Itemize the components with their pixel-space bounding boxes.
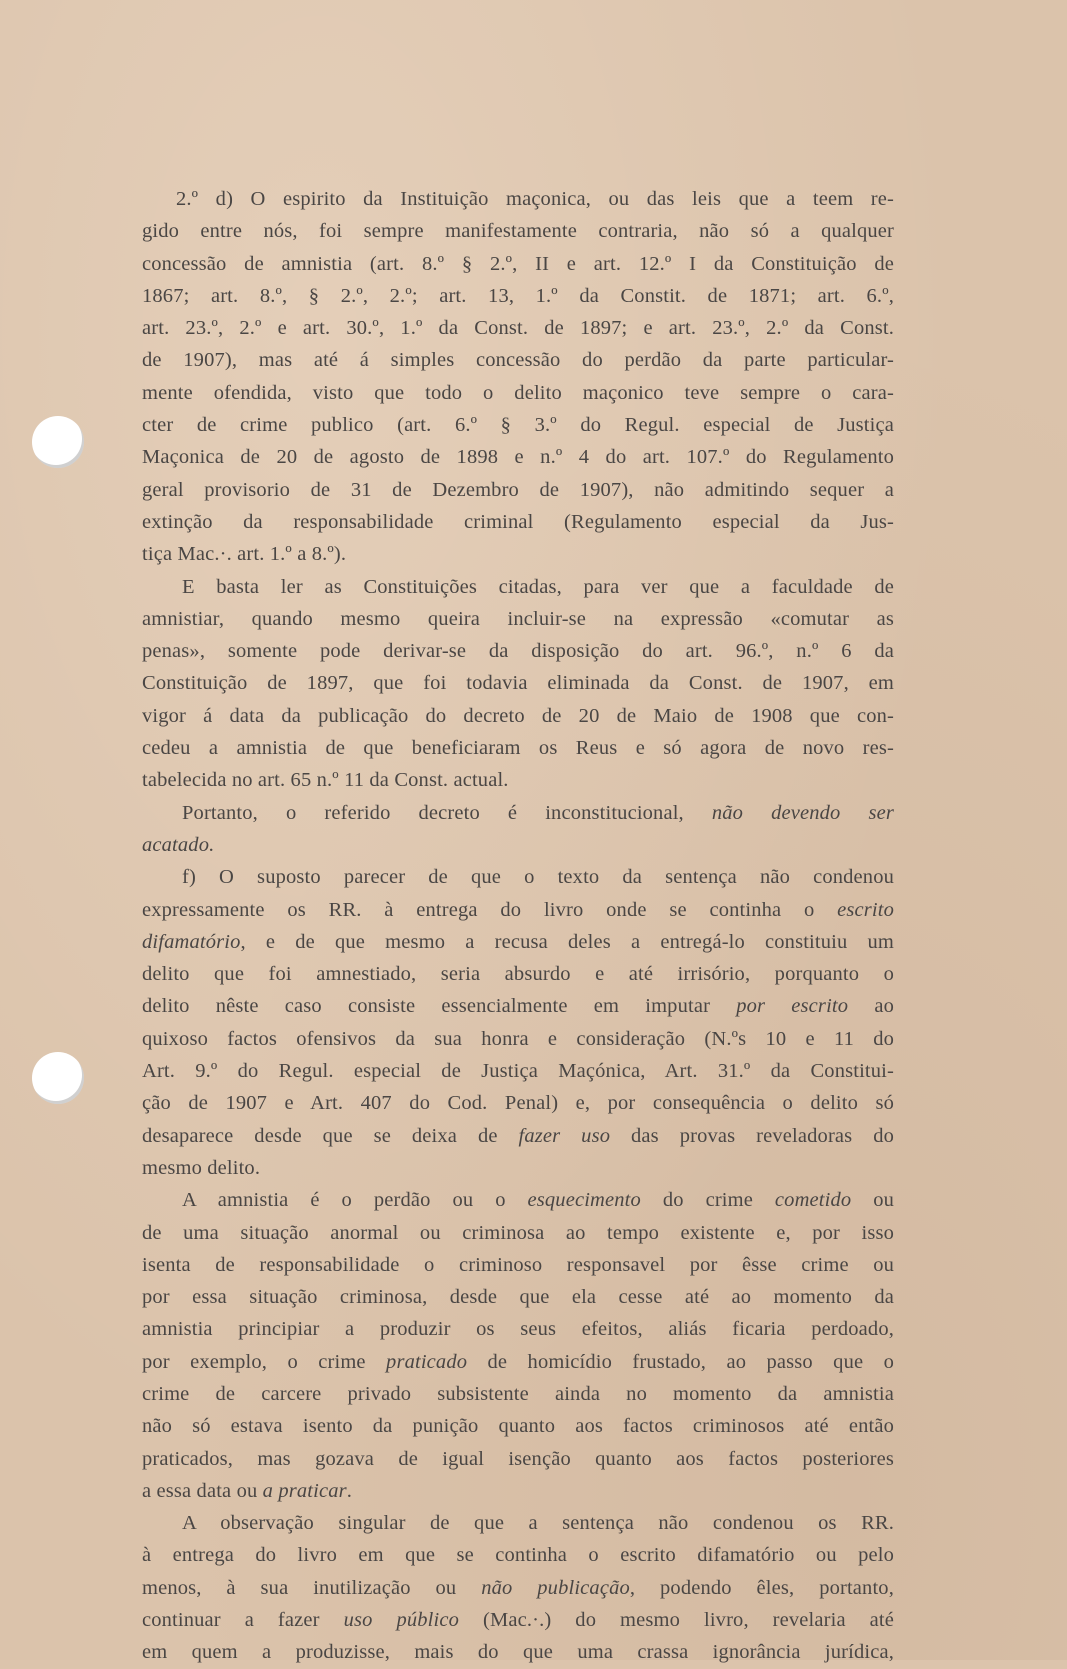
text-line	[142, 894, 894, 926]
text-line: geral provisorio de 31 de Dezembro de 1907), não admitindo sequer a	[142, 478, 894, 501]
italic-segment: difamatório	[142, 930, 241, 953]
italic-segment: acatado.	[142, 833, 215, 856]
text-line: cedeu a amnistia de que beneficiaram os Reus e só agora de novo res-	[142, 737, 894, 760]
italic-segment: por escrito	[736, 995, 849, 1018]
text-line: crime de carcere privado subsistente ainda no momento da amnistia	[142, 1382, 894, 1405]
text-line: 1867; art. 8.º, § 2.º, 2.º; art. 13, 1.º da Constit. de 1871; art. 6.º,	[142, 284, 894, 307]
text-line: praticados, mas gozava de igual isenção quanto aos factos posteriores	[142, 1447, 894, 1470]
text-line	[142, 990, 894, 1022]
text-line	[142, 1120, 894, 1152]
text-line: tabelecida no art. 65 n.º 11 da Const. actual.	[142, 769, 509, 792]
italic-segment: esquecimento	[527, 1189, 641, 1212]
italic-segment: cometido	[774, 1189, 852, 1212]
text-line: A observação singular de que a sentença não condenou os RR.	[182, 1512, 894, 1535]
text-segment: a essa data ou	[142, 1479, 263, 1502]
text-line: de 1907), mas até á simples concessão do perdão da parte particular-	[142, 349, 894, 372]
text-segment: das provas reveladoras do	[610, 1124, 895, 1147]
text-line	[142, 1346, 894, 1378]
text-line	[142, 1184, 894, 1216]
punch-hole-top	[32, 416, 84, 468]
italic-segment: praticado	[386, 1350, 468, 1373]
text-line: não só estava isento da punição quanto aos factos criminosos até então	[142, 1415, 894, 1438]
text-line: art. 23.º, 2.º e art. 30.º, 1.º da Const. de 1897; e art. 23.º, 2.º da Const.	[142, 317, 894, 340]
text-line: 2.º d) O espirito da Instituição maçonica, ou das leis que a teem re-	[176, 188, 894, 210]
text-line: f) O suposto parecer de que o texto da sentença não condenou	[182, 866, 894, 889]
text-segment: desaparece desde que se deixa de	[142, 1124, 519, 1147]
text-line: tiça Mac.·. art. 1.º a 8.º).	[142, 543, 347, 566]
text-line: concessão de amnistia (art. 8.º § 2.º, II e art. 12.º I da Constituição de	[142, 252, 894, 275]
text-segment: de homicídio frustado, ao passo que o	[467, 1350, 894, 1373]
text-line: E basta ler as Constituições citadas, para ver que a faculdade de	[182, 575, 894, 598]
text-line: penas», somente pode derivar-se da disposição do art. 96.º, n.º 6 da	[142, 640, 894, 663]
text-line	[142, 1604, 894, 1636]
text-segment: delito nêste caso consiste essencialmente em imputar	[142, 995, 737, 1018]
text-line: ção de 1907 e Art. 407 do Cod. Penal) e, por consequência o delito só	[142, 1092, 894, 1115]
text-line: em quem a produzisse, mais do que uma crassa ignorância jurídica,	[142, 1641, 894, 1664]
text-line: Maçonica de 20 de agosto de 1898 e n.º 4 do art. 107.º do Regulamento	[142, 446, 894, 469]
italic-segment: fazer uso	[518, 1124, 611, 1147]
text-segment: A amnistia é o perdão ou o	[182, 1189, 528, 1212]
text-segment: , e de que mesmo a recusa deles a entregá-lo constituiu um	[240, 930, 894, 953]
italic-segment: a praticar	[262, 1479, 347, 1502]
text-line: de uma situação anormal ou criminosa ao tempo existente e, por isso	[142, 1221, 894, 1244]
text-line: Art. 9.º do Regul. especial de Justiça Maçónica, Art. 31.º da Constitui-	[142, 1060, 894, 1083]
text-line	[142, 1572, 894, 1604]
text-line: mente ofendida, visto que todo o delito maçonico teve sempre o cara-	[142, 381, 894, 404]
text-segment: do crime	[640, 1189, 775, 1212]
text-segment: ou	[851, 1189, 894, 1212]
text-segment: por exemplo, o crime	[142, 1350, 387, 1373]
text-line: isenta de responsabilidade o criminoso responsavel por êsse crime ou	[142, 1253, 894, 1276]
text-line: Constituição de 1897, que foi todavia eliminada da Const. de 1907, em	[142, 672, 894, 695]
italic-segment: uso público	[343, 1609, 460, 1632]
text-line	[142, 797, 894, 829]
punch-hole-bottom	[32, 1052, 84, 1104]
text-line	[142, 926, 894, 958]
text-segment: Portanto, o referido decreto é inconstitucional,	[182, 801, 712, 824]
text-line: cter de crime publico (art. 6.º § 3.º do Regul. especial de Justiça	[142, 414, 894, 437]
italic-segment: escrito	[837, 898, 894, 921]
text-segment: , podendo êles, portanto,	[629, 1576, 894, 1599]
text-line: à entrega do livro em que se continha o escrito difamatório ou pelo	[142, 1544, 894, 1567]
text-line: gido entre nós, foi sempre manifestamente contraria, não só a qualquer	[142, 220, 894, 243]
text-line: amnistiar, quando mesmo queira incluir-se na expressão «comutar as	[142, 607, 894, 630]
text-line: vigor á data da publicação do decreto de 20 de Maio de 1908 que con-	[142, 704, 894, 727]
text-line: extinção da responsabilidade criminal (Regulamento especial da Jus-	[142, 510, 894, 533]
text-line: mesmo delito.	[142, 1156, 261, 1179]
italic-segment: não publicação	[481, 1576, 630, 1599]
text-segment: ao	[848, 995, 894, 1018]
text-segment: expressamente os RR. à entrega do livro onde se continha o	[142, 898, 838, 921]
text-segment: continuar a fazer	[142, 1609, 344, 1632]
text-line: por essa situação criminosa, desde que ela cesse até ao momento da	[142, 1286, 894, 1309]
text-line	[142, 1475, 894, 1507]
text-line: quixoso factos ofensivos da sua honra e consideração (N.ºs 10 e 11 do	[142, 1027, 894, 1050]
text-line	[142, 829, 894, 861]
text-line: amnistia principiar a produzir os seus efeitos, aliás ficaria perdoado,	[142, 1318, 894, 1341]
text-line: delito que foi amnestiado, seria absurdo e até irrisório, porquanto o	[142, 963, 894, 986]
text-segment: (Mac.·.) do mesmo livro, revelaria até	[459, 1609, 895, 1632]
italic-segment: não devendo ser	[711, 801, 894, 824]
text-segment: .	[346, 1479, 353, 1502]
text-segment: menos, à sua inutilização ou	[142, 1576, 482, 1599]
document-text	[142, 183, 894, 1669]
